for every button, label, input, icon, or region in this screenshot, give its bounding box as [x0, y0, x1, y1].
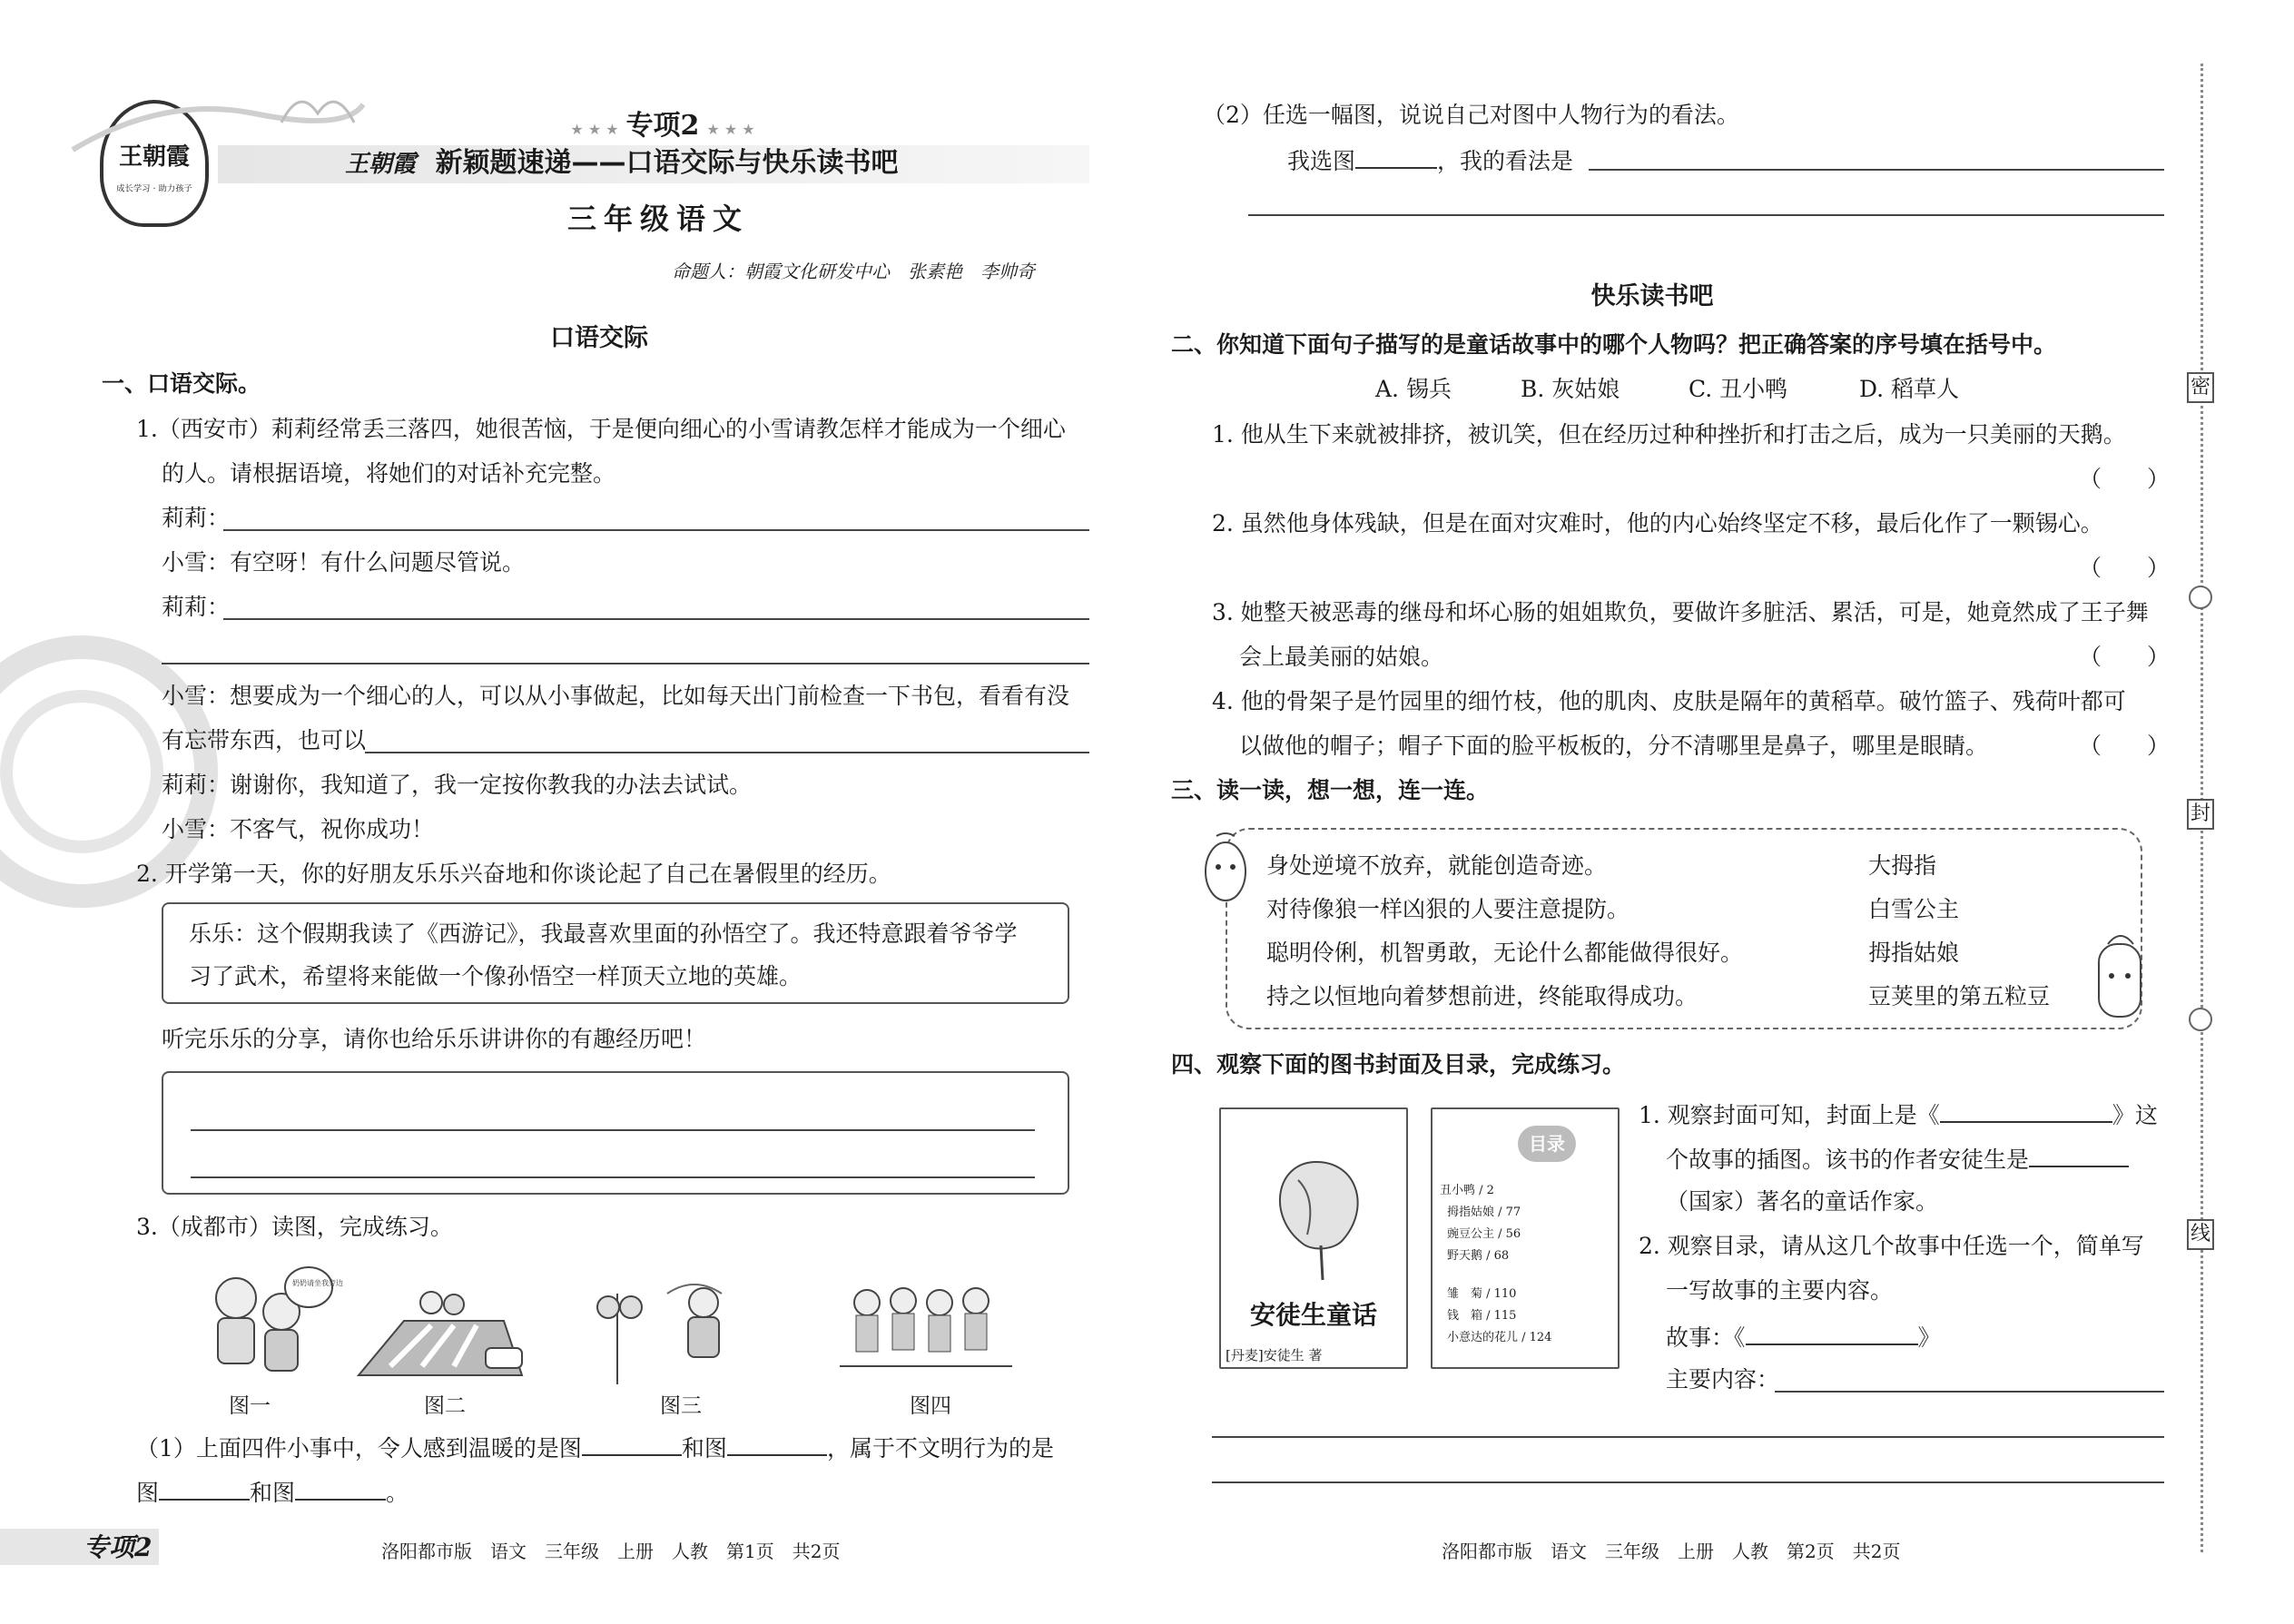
binding-marker-2: 封 — [2187, 799, 2214, 830]
logo-text: 王朝霞 — [118, 143, 190, 171]
dialogue-lili-2: 莉莉： — [162, 594, 231, 620]
binding-marker-1: 密 — [2187, 372, 2214, 403]
writing-line-2[interactable] — [191, 1176, 1035, 1178]
binding-marker-3: 线 — [2187, 1219, 2214, 1250]
answer-line-content-3[interactable] — [1212, 1481, 2164, 1483]
match-left-1[interactable]: 身处逆境不放弃，就能创造奇迹。 — [1266, 852, 1608, 879]
logo-sub: 成长学习 · 助力孩子 — [116, 182, 192, 193]
book-cover-title: 安徒生童话 — [1249, 1300, 1377, 1330]
writing-line-1[interactable] — [191, 1129, 1035, 1131]
q2-prompt: 听完乐乐的分享，请你也给乐乐讲讲你的有趣经历吧！ — [162, 1026, 707, 1052]
answer-line-content-1[interactable] — [1775, 1391, 2164, 1393]
footer-info-left: 洛阳都市版 语文 三年级 上册 人教 第1页 共2页 — [381, 1540, 841, 1562]
story-label — [1666, 1320, 1941, 1353]
toc-item: 钱 箱 / 115 — [1447, 1309, 1517, 1323]
story-label-b: 》 — [1917, 1324, 1941, 1351]
part2-item-4-line1: 4. 他的骨架子是竹园里的细竹枝，他的肌肉、皮肤是隔年的黄稻草。破竹篮子、残荷叶都可 — [1212, 688, 2126, 714]
q2-intro: 2. 开学第一天，你的好朋友乐乐兴奋地和你谈论起了自己在暑假里的经历。 — [136, 861, 891, 887]
q3-sub1-text-e: 和图 — [250, 1480, 296, 1506]
match-right-1[interactable]: 大拇指 — [1868, 852, 1937, 879]
part4-q1-line1 — [1639, 1097, 2158, 1131]
option-a: A. 锡兵 — [1375, 376, 1452, 402]
part2-title: 二、你知道下面句子描写的是童话故事中的哪个人物吗？把正确答案的序号填在括号中。 — [1171, 331, 2057, 358]
part4-q2-line2: 一写故事的主要内容。 — [1666, 1277, 1894, 1304]
footer-tag: 专项2 — [84, 1532, 153, 1562]
match-right-2[interactable]: 白雪公主 — [1868, 896, 1960, 922]
match-right-3[interactable]: 拇指姑娘 — [1868, 940, 1960, 966]
mascot-right-icon — [2088, 930, 2151, 1030]
lele-quote-line2: 习了武术，希望将来能做一个像孙悟空一样顶天立地的英雄。 — [189, 963, 802, 989]
binding-hole-2 — [2189, 1008, 2212, 1031]
q3-sub1-text-a: （1）上面四件小事中，令人感到温暖的是图 — [136, 1435, 582, 1462]
part1-title: 一、口语交际。 — [102, 370, 261, 397]
q3-sub1-line2 — [136, 1475, 409, 1509]
binding-hole-1 — [2189, 586, 2212, 609]
dialogue-xue-2-line1: 小雪：想要成为一个细心的人，可以从小事做起，比如每天出门前检查一下书包，看看有没 — [162, 683, 1070, 709]
lele-quote-line1: 乐乐：这个假期我读了《西游记》，我最喜欢里面的孙悟空了。我还特意跟着爷爷学 — [189, 920, 1018, 947]
match-right-4[interactable]: 豆荚里的第五粒豆 — [1868, 983, 2051, 1009]
dialogue-lili-3: 莉莉：谢谢你，我知道了，我一定按你教我的办法去试试。 — [162, 772, 753, 798]
part2-paren-1[interactable]: （ ） — [2079, 466, 2171, 492]
book-cover-author: [丹麦]安徒生 著 — [1226, 1347, 1323, 1363]
blank-rude-2[interactable] — [295, 1475, 386, 1501]
answer-line-content-2[interactable] — [1212, 1436, 2164, 1438]
match-left-2[interactable]: 对待像狼一样凶狠的人要注意提防。 — [1266, 896, 1630, 922]
q3-sub1-text-d: 图 — [136, 1480, 160, 1506]
picture-1 — [182, 1262, 343, 1389]
star-icon: ★ ★ ★ — [570, 121, 619, 138]
part3-title: 三、读一读，想一想，连一连。 — [1171, 777, 1490, 803]
picture-2-caption: 图二 — [424, 1394, 466, 1418]
section-heading-oral: 口语交际 — [550, 324, 648, 352]
toc-title: 目录 — [1529, 1133, 1565, 1155]
special-badge — [554, 111, 772, 145]
content-label: 主要内容： — [1666, 1366, 1780, 1393]
option-b: B. 灰姑娘 — [1521, 376, 1620, 402]
q1-line2: 的人。请根据语境，将她们的对话补充完整。 — [162, 460, 616, 487]
q3-sub2-line1: （2）任选一幅图，说说自己对图中人物行为的看法。 — [1203, 102, 1739, 128]
toc-list — [1440, 1180, 1551, 1349]
q3-sub2-line2 — [1287, 143, 1573, 177]
option-d: D. 稻草人 — [1859, 376, 1960, 402]
answer-line-lili-1[interactable] — [223, 529, 1089, 531]
dialogue-xue-3: 小雪：不客气，祝你成功！ — [162, 816, 435, 842]
part2-item-4-line2: 以做他的帽子；帽子下面的脸平板板的，分不清哪里是鼻子，哪里是眼睛。 — [1239, 733, 1989, 759]
part4-q1-text-c: 个故事的插图。该书的作者安徒生是 — [1666, 1147, 2030, 1173]
q3-sub1-text-f: 。 — [386, 1480, 409, 1506]
q3-sub2-text-b: ，我的看法是 — [1437, 148, 1574, 174]
q3-sub1-line1 — [136, 1431, 1054, 1464]
part2-paren-4[interactable]: （ ） — [2079, 733, 2171, 759]
tulip-illustration — [1248, 1144, 1384, 1280]
star-icon: ★ ★ ★ — [706, 121, 755, 138]
picture-4-caption: 图四 — [910, 1394, 951, 1418]
picture-1-caption: 图一 — [229, 1394, 271, 1418]
answer-line-opinion-1[interactable] — [1589, 169, 2164, 171]
part4-q1-text-b: 》这 — [2112, 1102, 2158, 1128]
q3-sub1-text-b: 和图 — [681, 1435, 727, 1462]
toc-item: 小意达的花儿 / 124 — [1447, 1331, 1552, 1344]
match-left-4[interactable]: 持之以恒地向着梦想前进，终能取得成功。 — [1266, 983, 1698, 1009]
part2-item-1: 1. 他从生下来就被排挤，被讥笑，但在经历过种种挫折和打击之后，成为一只美丽的天鹅。 — [1212, 421, 2126, 448]
q1-line1: 1.（西安市）莉莉经常丢三落四，她很苦恼，于是便向细心的小雪请教怎样才能成为一个细心 — [136, 416, 1066, 442]
picture-3 — [581, 1266, 772, 1389]
grade-subject: 三年级语文 — [566, 202, 749, 236]
match-left-3[interactable]: 聪明伶俐，机智勇敢，无论什么都能做得很好。 — [1266, 940, 1744, 966]
toc-item: 野天鹅 / 68 — [1447, 1249, 1510, 1263]
q3-intro: 3.（成都市）读图，完成练习。 — [136, 1214, 453, 1240]
answer-line-xue-2[interactable] — [365, 752, 1089, 753]
part4-q1-line2 — [1666, 1142, 2129, 1176]
picture-2 — [350, 1275, 531, 1389]
blank-rude-1[interactable] — [159, 1475, 250, 1501]
special-badge-label: 专项2 — [625, 110, 700, 142]
picture-4 — [831, 1266, 1021, 1389]
toc-item: 拇指姑娘 / 77 — [1447, 1206, 1521, 1219]
q3-sub2-text-a: 我选图 — [1287, 148, 1356, 174]
part2-paren-2[interactable]: （ ） — [2079, 555, 2171, 581]
part2-item-3-line1: 3. 她整天被恶毒的继母和坏心肠的姐姐欺负，要做许多脏活、累活，可是，她竟然成了王子舞 — [1212, 599, 2149, 625]
story-label-a: 故事：《 — [1666, 1324, 1746, 1351]
footer-info-right: 洛阳都市版 语文 三年级 上册 人教 第2页 共2页 — [1442, 1540, 1901, 1562]
part4-title: 四、观察下面的图书封面及目录，完成练习。 — [1171, 1051, 1626, 1078]
blank-author-country[interactable] — [2029, 1142, 2129, 1167]
answer-line-opinion-2[interactable] — [1248, 214, 2164, 216]
part4-q1-text-a: 1. 观察封面可知，封面上是《 — [1639, 1102, 1940, 1128]
dialogue-xue-1: 小雪：有空呀！有什么问题尽管说。 — [162, 549, 526, 576]
option-c: C. 丑小鸭 — [1689, 376, 1788, 402]
part2-paren-3[interactable]: （ ） — [2079, 644, 2171, 670]
answer-line-lili-2b[interactable] — [162, 663, 1089, 664]
blank-story-name[interactable] — [1746, 1320, 1918, 1345]
q3-sub1-text-c: ，属于不文明行为的是 — [826, 1435, 1054, 1462]
toc-item: 丑小鸭 / 2 — [1440, 1184, 1494, 1197]
part4-q1-line3: （国家）著名的童话作家。 — [1666, 1188, 1939, 1215]
blank-warm-2[interactable] — [727, 1431, 827, 1456]
dialogue-xue-2-line2: 有忘带东西，也可以 — [162, 727, 367, 753]
series-title-text: 新颖题速递——口语交际与快乐读书吧 — [435, 147, 899, 179]
blank-warm-1[interactable] — [582, 1431, 682, 1456]
part2-item-2: 2. 虽然他身体残缺，但是在面对灾难时，他的内心始终坚定不移，最后化作了一颗锡心。 — [1212, 510, 2103, 536]
mascot-left-icon — [1198, 831, 1253, 912]
part2-item-3-line2: 会上最美丽的姑娘。 — [1239, 644, 1444, 670]
answer-line-lili-2a[interactable] — [223, 618, 1089, 620]
blank-cover-story[interactable] — [1940, 1097, 2112, 1123]
dialogue-lili-1: 莉莉： — [162, 505, 231, 531]
blank-choose-picture[interactable] — [1355, 143, 1437, 169]
part4-q2-line1: 2. 观察目录，请从这几个故事中任选一个，简单写 — [1639, 1233, 2144, 1259]
toc-item: 雏 菊 / 110 — [1447, 1287, 1517, 1301]
authors-line: 命题人：朝霞文化研发中心 张素艳 李帅奇 — [672, 261, 1035, 282]
watermark-stamp-inner — [0, 690, 163, 853]
brand-name: 王朝霞 — [345, 151, 417, 178]
toc-item: 豌豆公主 / 56 — [1447, 1227, 1521, 1241]
picture-3-caption: 图三 — [660, 1394, 702, 1418]
picture-1-bubble-text: 奶奶请坐我旁边 — [292, 1279, 343, 1287]
series-title — [345, 148, 899, 180]
section-heading-reading: 快乐读书吧 — [1590, 282, 1714, 310]
